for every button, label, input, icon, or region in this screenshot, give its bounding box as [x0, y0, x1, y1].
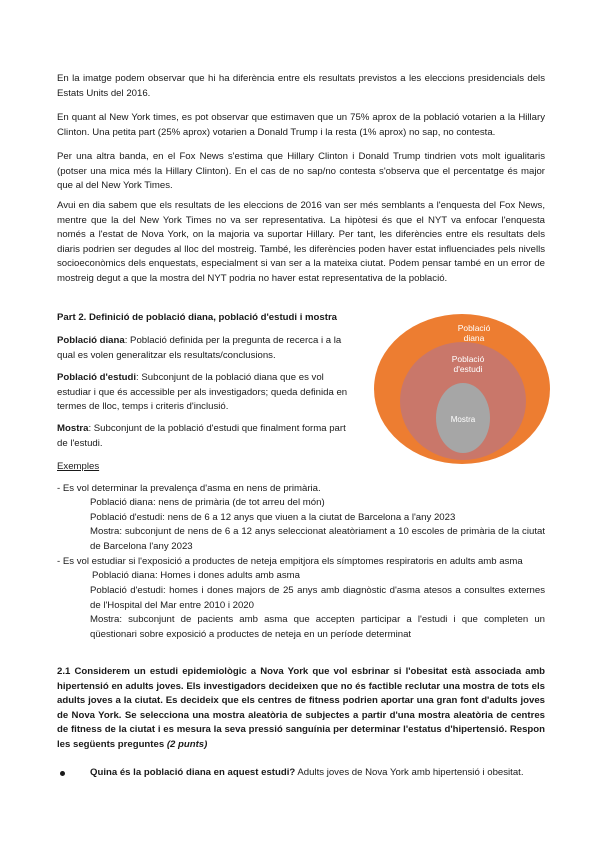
definition-diana	[57, 334, 355, 363]
example1-mostra: Mostra: subconjunt de nens de 6 a 12 anys seleccionat aleatòriament a 10 escoles de primària de la ciutat de Barcelona l'any 2023	[90, 526, 545, 552]
term-mostra: Mostra	[57, 423, 89, 434]
definition-mostra	[57, 422, 355, 451]
question-1-line	[90, 766, 524, 781]
label-outer-1: Població	[457, 323, 491, 333]
example1-intro: - Es vol determinar la prevalença d'asma en nens de primària.	[57, 483, 321, 494]
examples-title: Exemples	[57, 461, 100, 472]
paragraph-hypothesis: Avui en dia sabem que els resultats de les eleccions de 2016 van ser més semblants a l'enquesta del Fox News, mentre que la del New York Times no va ser representativa. La hipòtesi és que el NYT va enfocar l'enquesta només a l'estat de Nova York, on la majoria va suportar Hillary. Per tant, les diferències entre els resultats dels diaris podrien ser degudes al lloc del mostreig. També, les diferències poden haver estat influenciades pels nivells socioeconòmics dels enquestats, especialment si van ser a la mateixa ciutat. Podem pensar també en un error de mostreig degut a que la mostra del NYT podria no haver estat representativa de la població.	[57, 200, 545, 284]
example2-diana: Població diana: Homes i dones adults amb asma	[92, 570, 300, 581]
label-middle-1: Població	[451, 354, 485, 364]
answer-1-text: Adults joves de Nova York amb hipertensió i obesitat.	[295, 767, 524, 778]
question-2-1-text: 2.1 Considerem un estudi epidemiològic a Nova York que vol esbrinar si l'obesitat està associada amb hipertensió en adults joves. Els investigadors decideixen que no és factible reclutar una mostra de tots els adults joves a la ciutat. Es decideix que els centres de fitness podrien aportar una gran font d'adults joves de Nova York. Se selecciona una mostra aleatòria de subjectes a partir d'una mostra aleatòria de centres de fitness de la ciutat i es mesura la seva pressió sanguínia per determinar l'estatus d'hipertensió. Respon les següents preguntes	[57, 666, 545, 750]
bullet-icon	[60, 771, 65, 776]
example1-diana: Població diana: nens de primària (de tot arreu del món)	[90, 497, 325, 508]
paragraph-intro: En la imatge podem observar que hi ha diferència entre els resultats previstos a les eleccions presidencials dels Estats Units del 2016.	[57, 73, 545, 99]
def-estudi: : Subconjunt de la població diana que es vol estudiar i que és accessible per als investigadors; queda definida en termes de lloc, temps i criteris d'inclusió.	[57, 372, 348, 413]
question-1-text: Quina és la població diana en aquest estudi?	[90, 767, 296, 778]
question-2-1-points: (2 punts)	[166, 738, 208, 750]
example2-intro: - Es vol estudiar si l'exposició a productes de neteja empitjora els símptomes respiratoris en adults amb asma	[57, 556, 523, 567]
question-2-1	[57, 665, 545, 753]
example1-estudi: Població d'estudi: nens de 6 a 12 anys que viuen a la ciutat de Barcelona a l'any 2023	[90, 512, 456, 523]
example2-estudi: Població d'estudi: homes i dones majors de 25 anys amb diagnòstic d'asma atesos a consultes externes de l'Hospital del Mar entre 2010 i 2020	[90, 585, 545, 611]
definition-estudi	[57, 371, 355, 415]
paragraph-nyt: En quant al New York times, es pot observar que estimaven que un 75% aprox de la població votarien a la Hillary Clinton. Una petita part (25% aprox) votarien a Donald Trump i la resta (1% aprox) no sap, no contesta.	[57, 112, 545, 138]
def-diana: : Població definida per la pregunta de recerca i a la qual es volen generalitzar els resultats/conclusions.	[57, 335, 342, 361]
label-outer-2: diana	[463, 333, 485, 343]
term-estudi: Població d'estudi	[57, 372, 137, 383]
def-mostra: : Subconjunt de la població d'estudi que finalment forma part de l'estudi.	[57, 423, 346, 449]
part2-heading: Part 2. Definició de població diana, població d'estudi i mostra	[57, 312, 338, 323]
term-diana: Població diana	[57, 335, 125, 346]
label-middle-2: d'estudi	[453, 364, 483, 374]
paragraph-fox: Per una altra banda, en el Fox News s'estima que Hillary Clinton i Donald Trump tindrien vots molt igualitaris (potser una mica més la Hillary Clinton). En el cas de no sap/no contesta s'observa que el percentatge és major que al del New York Times.	[57, 151, 545, 192]
population-diagram	[372, 313, 552, 466]
label-inner: Mostra	[450, 415, 476, 424]
example2-mostra: Mostra: subconjunt de pacients amb asma que accepten participar a l'estudi i que completen un qüestionari sobre exposició a productes de neteja en un període determinat	[90, 614, 545, 640]
